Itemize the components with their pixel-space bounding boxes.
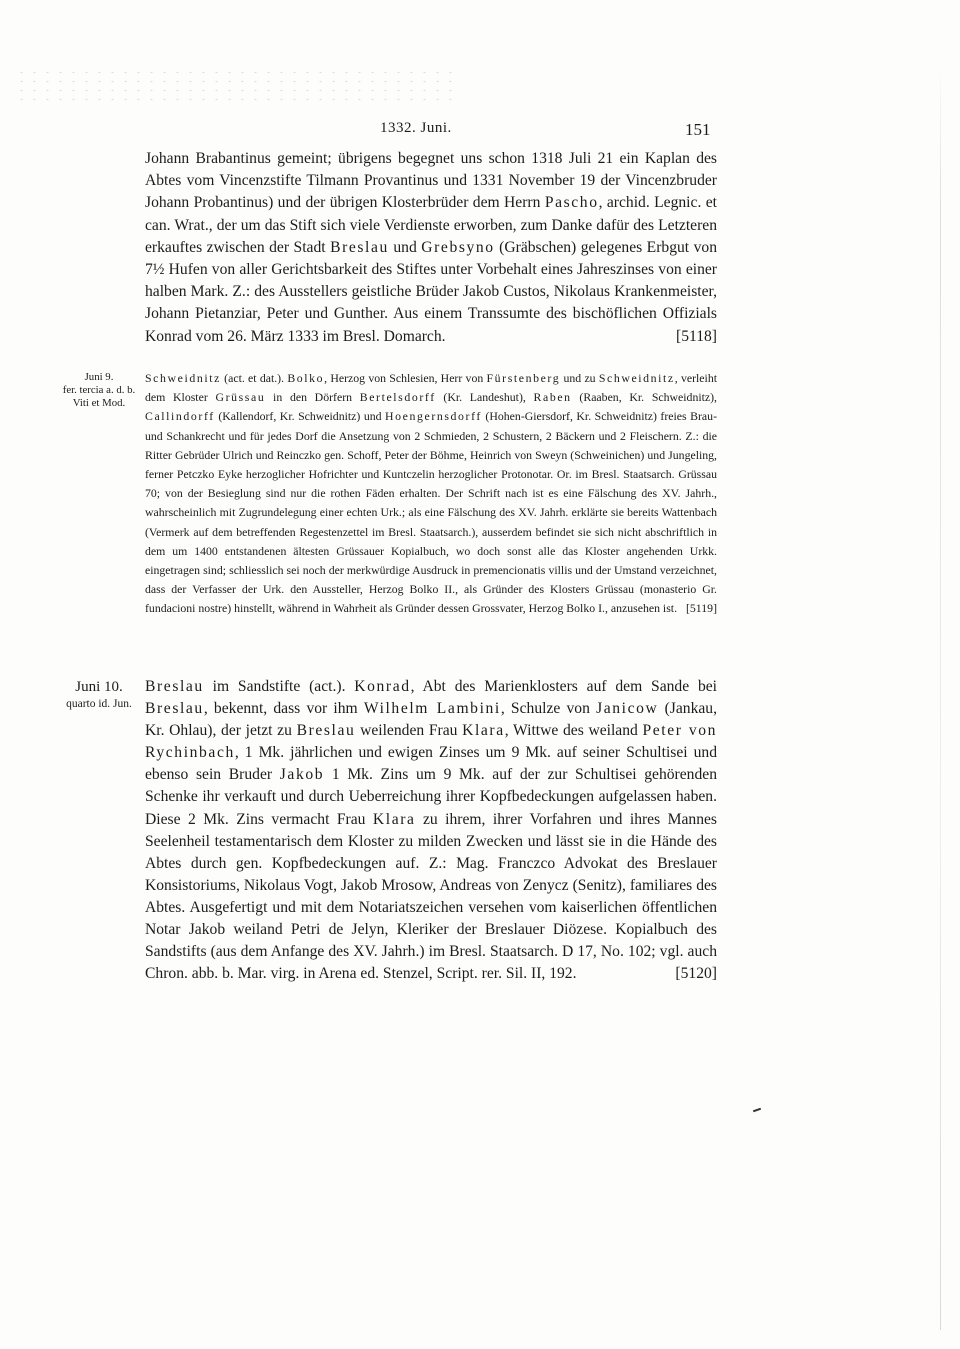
spaced-name: Pascho — [544, 194, 599, 212]
text-run: , Wittwe des weiland — [504, 722, 643, 740]
spaced-name: Breslau — [296, 722, 356, 740]
text-run: (Kr. Landeshut), — [435, 390, 534, 405]
text-run: (Gräbschen) gelegenes Erbgut von 7½ Hufen von aller Gerichtsbarkeit des Stiftes unter Vorbehalt eines Jahreszinses von einer halben Mark. Z.: des Ausstellers geistliche Brüder Jakob Custos, Nikolaus Krankenmeister, Johann Pietanziar, Peter und Gunther. Aus einem Transsumte des bischöflichen Offizials Konrad vom 26. März 1333 im Bresl. Domarch. — [145, 238, 717, 345]
spaced-name: Fürstenberg — [486, 371, 561, 385]
text-run: , bekennt, dass vor ihm — [203, 700, 364, 718]
text-run: , Schulze von — [500, 700, 597, 718]
page-edge-shadow — [940, 60, 941, 1330]
text-run: 1 Mk. Zins um 9 Mk. auf der zur Schultisei gehörenden Schenke ihr verkauft und durch Ueberreichung ihrer Kopfbedeckungen aufgelassen haben. Diese 2 Mk. Zins vermacht Frau — [145, 766, 717, 828]
text-run: in den Dörfern — [265, 390, 360, 405]
running-header — [0, 120, 960, 144]
scan-smudge — [15, 68, 455, 108]
margin-note-5120 — [58, 676, 140, 711]
spaced-name: Grüssau — [215, 390, 266, 405]
reference-number: [5120] — [675, 965, 717, 983]
reference-number: [5119] — [685, 601, 717, 616]
spaced-name: Bertelsdorff — [359, 390, 436, 405]
spaced-name: Breslau — [330, 238, 389, 256]
entry-5120 — [145, 676, 717, 985]
text-run: im Sandstifte (act.). — [203, 678, 355, 695]
spaced-name: Breslau — [145, 700, 204, 718]
text-run: (Raaben, Kr. Schweidnitz), — [571, 390, 718, 405]
text-run: (Kallendorf, Kr. Schweidnitz) und — [214, 409, 386, 424]
page-number: 151 — [685, 120, 711, 139]
spaced-name: Schweidnitz — [598, 371, 675, 385]
text-run: und — [388, 238, 422, 256]
spaced-name: Hoengernsdorff — [385, 409, 482, 424]
text-run: (Hohen-Giersdorf, Kr. Schweidnitz) freies Brau- und Schankrecht und für jedes Dorf die Ansetzung von 2 Schmieden, 2 Schustern, 2 Bäckern und 2 Fleischern. Z.: die Ritter Gebrüder Ulrich und Reinczko gen. Schoff, Peter der Böhme, Heinrich von Sweyn (Schweinichen) und Jungeling, ferner Petczko Eyke herzoglicher Hofrichter und Kuntczelin herzoglicher Protonotar. Or. im Bresl. Staatsarch. Grüssau 70; von der Besieglung sind nur die rothen Fäden erhalten. Der Schrift nach ist es eine Fälschung des XV. Jahrh., wahrscheinlich mit Zugrundelegung einer echten Urk.; als eine Fälschung des XV. Jahrh. erklärte sie bereits Wattenbach (Vermerk auf dem betreffenden Regestenzettel im Bresl. Staatsarch.), ausserdem befindet sie sich nicht abschriftlich in dem um 1400 entstandenen ältesten Grüssauer Kopialbuch, wo doch sonst alle das Kloster angehenden Urkk. eingetragen sind; schliesslich sei noch der merkwürdige Ausdruck in premencionatis villis und der Umstand verzeichnet, dass der Verfasser der Urk. den Aussteller, Herzog Bolko II., als Gründer des Klosters Grüssau (monasterio Gr. fundacioni nostre) hinstellt, während in Wahrheit als Gründer dessen Grossvater, Herzog Bolko I., anzusehen ist. — [145, 409, 717, 616]
spaced-name: Breslau — [145, 678, 204, 695]
text-run: (act. et dat.). — [220, 371, 288, 385]
text-run: , verleiht dem Kloster — [145, 371, 717, 405]
spaced-name: Jakob — [279, 766, 325, 784]
spaced-name: Raben — [533, 390, 572, 405]
spaced-name: Janicow — [596, 700, 659, 718]
spaced-name: Schweidnitz — [145, 371, 221, 385]
text-run: und zu — [560, 371, 599, 385]
spaced-name: Grebsyno — [421, 238, 495, 256]
spaced-name: Callindorff — [145, 409, 215, 424]
margin-feast: quarto id. Jun. — [66, 698, 132, 710]
text-run: (Jankau, Kr. Ohlau), der jetzt zu — [145, 700, 717, 740]
spaced-name: Bolko — [287, 371, 325, 385]
spaced-name: Klara — [372, 810, 416, 828]
reference-number: [5118] — [676, 327, 717, 345]
text-run: zu ihrem, ihrer Vorfahren und ihres Mannes Seelenheil testamentarisch dem Kloster zu milden Zwecken und lässt sie in die Hände des Abtes durch gen. Kopfbedeckungen auf. Z.: Mag. Franczco Advokat des Breslauer Konsistoriums, Nikolaus Vogt, Jakob Mrosow, Andreas von Zenycz (Senitz), familiares des Abtes. Ausgefertigt und mit dem Notariatszeichen versehen vom kaiserlichen öffentlichen Notar Jakob weiland Petri de Jelyn, Kleriker der Breslauer Diözese. Kopialbuch des Sandstifts (aus dem Anfange des XV. Jahrh.) im Bresl. Staatsarch. D 17, No. 102; vgl. auch Chron. abb. b. Mar. virg. in Arena ed. Stenzel, Script. rer. Sil. II, 192. — [145, 810, 717, 983]
text-run: , 1 Mk. jährlichen und ewigen Zinses um 9 Mk. auf seiner Schultisei und ebenso sein Bruder — [145, 744, 717, 784]
paragraph-5118 — [145, 148, 717, 348]
header-date: 1332. Juni. — [380, 120, 452, 136]
spaced-name: Peter von Rychinbach — [145, 722, 718, 762]
margin-date: Juni 9. — [84, 371, 114, 383]
entry-5119 — [145, 369, 717, 619]
spaced-name: Wilhelm Lambini — [363, 700, 501, 718]
text-run: , Abt des Marienklosters auf dem Sande bei — [410, 678, 718, 695]
text-run: Johann Brabantinus gemeint; übrigens begegnet uns schon 1318 Juli 21 ein Kaplan des Abtes vom Vincenzstifte Tilmann Provantinus und 1331 November 19 der Vincenzbruder Johann Probantinus) und der übrigen Klosterbrüder dem Herrn — [145, 150, 717, 212]
text-run: weilenden Frau — [355, 722, 463, 740]
spaced-name: Klara — [462, 722, 505, 740]
margin-note-5119 — [58, 371, 140, 410]
text-run: , archid. Legnic. et can. Wrat., der um das Stift sich viele Verdienste erworben, zum Danke dafür des Letzteren erkauftes zwischen der Stadt — [145, 194, 717, 256]
margin-feast: fer. tercia a. d. b. Viti et Mod. — [62, 384, 136, 409]
text-run: , Herzog von Schlesien, Herr von — [324, 371, 487, 385]
spaced-name: Konrad — [354, 678, 411, 695]
margin-date: Juni 10. — [75, 679, 123, 695]
ink-mark — [753, 1108, 761, 1113]
